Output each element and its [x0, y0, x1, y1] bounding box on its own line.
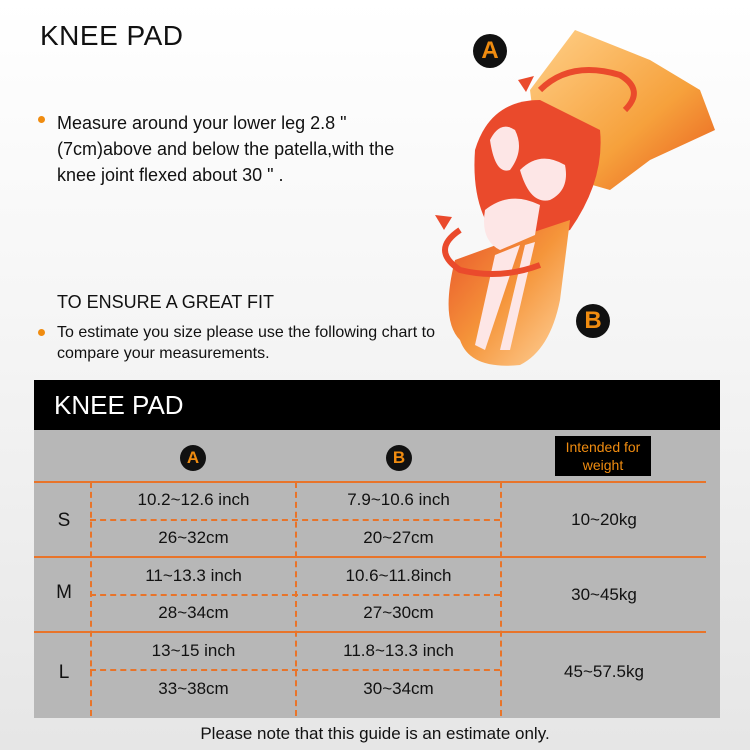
size-label: M	[56, 582, 72, 603]
fit-title: TO ENSURE A GREAT FIT	[57, 292, 275, 312]
cell-a-inch: 11~13.3 inch	[145, 566, 242, 585]
cell-b-cm: 20~27cm	[363, 528, 434, 547]
cell-a-cm: 33~38cm	[158, 679, 229, 698]
cell-a-inch: 10.2~12.6 inch	[137, 490, 250, 509]
cell-a-cm: 28~34cm	[158, 603, 229, 622]
cell-b-inch: 7.9~10.6 inch	[347, 490, 450, 509]
col-weight-header: Intended for weight	[555, 436, 651, 476]
cell-weight: 10~20kg	[571, 510, 637, 529]
size-table	[34, 380, 720, 718]
bullet-icon	[38, 329, 45, 336]
cell-weight: 45~57.5kg	[564, 662, 644, 681]
cell-weight: 30~45kg	[571, 585, 637, 604]
marker-b: B	[576, 304, 610, 338]
table-header: KNEE PAD	[34, 380, 720, 430]
bullet-icon	[38, 116, 45, 123]
marker-a: A	[473, 34, 507, 68]
page-title: KNEE PAD	[40, 20, 184, 51]
size-label: S	[57, 510, 71, 531]
cell-a-inch: 13~15 inch	[151, 641, 236, 660]
cell-b-cm: 27~30cm	[363, 603, 434, 622]
row-divider	[34, 481, 706, 483]
cell-b-cm: 30~34cm	[363, 679, 434, 698]
cell-b-inch: 10.6~11.8inch	[345, 566, 452, 585]
footnote: Please note that this guide is an estimate only.	[200, 724, 550, 743]
measure-instructions: Measure around your lower leg 2.8 " (7cm)above and below the patella,with the knee joint flexed about 30 " .	[57, 113, 395, 185]
col-marker-a: A	[180, 445, 206, 471]
cell-b-inch: 11.8~13.3 inch	[343, 641, 454, 660]
cell-a-cm: 26~32cm	[158, 528, 229, 547]
fit-instructions: To estimate you size please use the following chart to compare your measurements.	[57, 324, 435, 362]
size-label: L	[58, 662, 70, 683]
col-marker-b: B	[386, 445, 412, 471]
row-divider	[34, 631, 706, 633]
knee-illustration-icon	[400, 20, 740, 380]
row-divider	[34, 556, 706, 558]
